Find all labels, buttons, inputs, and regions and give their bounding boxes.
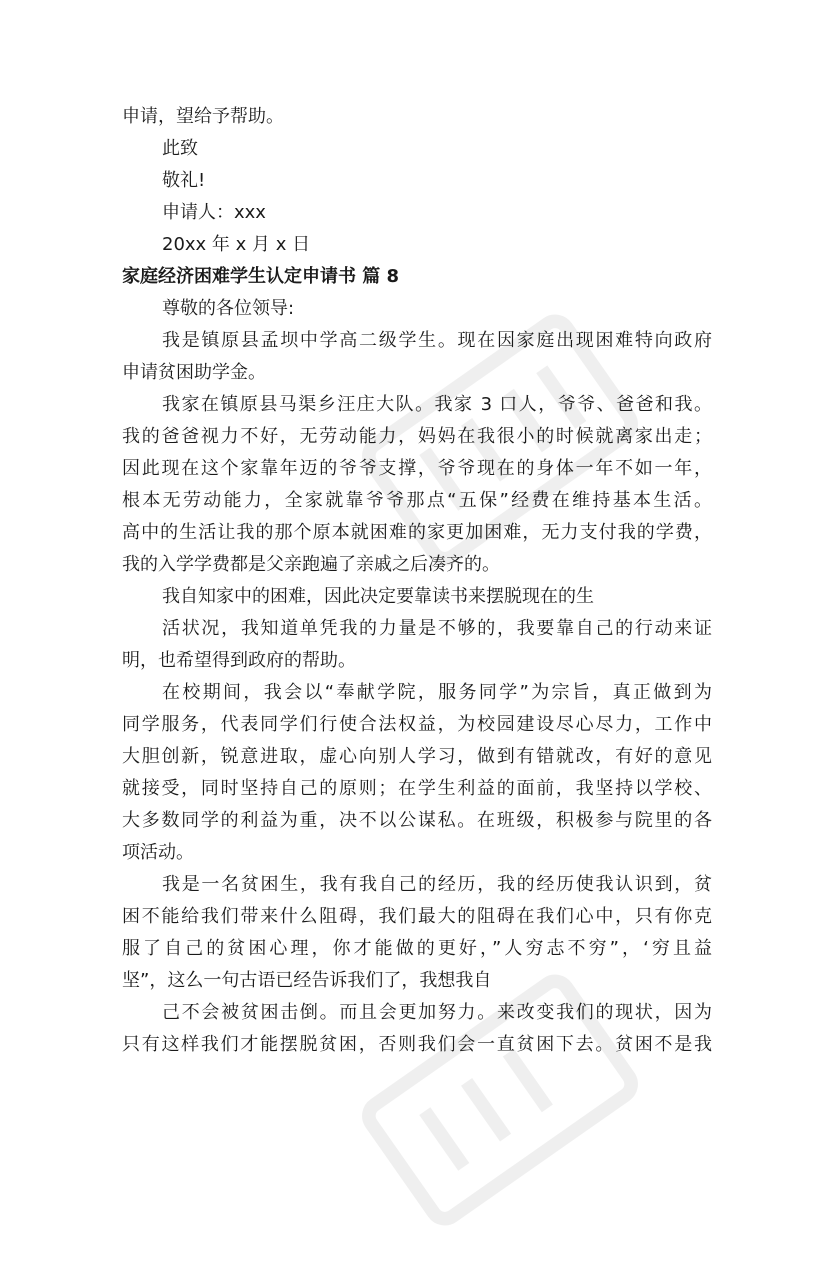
text-line: 敬礼! [162,170,206,191]
text-line: 我自知家中的困难，因此决定要靠读书来摆脱现在的生 [162,586,594,607]
text-line: 20xx 年 x 月 x 日 [162,234,311,255]
text-line: 尊敬的各位领导: [162,298,295,319]
text-line: 活状况，我知道单凭我的力量是不够的，我要靠自己的行动来证 [162,618,712,639]
section-heading: 家庭经济困难学生认定申请书 篇 8 [122,266,400,287]
text-line: 项活动。 [122,842,194,863]
text-line: 高中的生活让我的那个原本就困难的家更加困难，无力支付我的学费， [122,522,712,543]
text-line: 明，也希望得到政府的帮助。 [122,650,356,671]
text-line: 申请人：xxx [162,202,266,223]
text-line: 就接受，同时坚持自己的原则；在学生利益的面前，我坚持以学校、 [122,778,712,799]
text-line: 此致 [162,138,198,159]
text-line: 因此现在这个家靠年迈的爷爷支撑，爷爷现在的身体一年不如一年， [122,458,712,479]
text-line: 我的爸爸视力不好，无劳动能力，妈妈在我很小的时候就离家出走； [122,426,712,447]
text-line: 同学服务，代表同学们行使合法权益，为校园建设尽心尽力，工作中 [122,714,712,735]
text-line: 大胆创新，锐意进取，虚心向别人学习，做到有错就改，有好的意见 [122,746,712,767]
document-body [122,101,712,1061]
text-line: 我家在镇原县马渠乡汪庄大队。我家 3 口人，爷爷、爸爸和我。 [162,394,712,415]
text-line: 我是一名贫困生，我有我自己的经历，我的经历使我认识到，贫 [162,874,712,895]
text-line: 只有这样我们才能摆脱贫困，否则我们会一直贫困下去。贫困不是我 [122,1034,712,1055]
text-line: 困不能给我们带来什么阻碍，我们最大的阻碍在我们心中，只有你克 [122,906,712,927]
text-line: 我的入学学费都是父亲跑遍了亲戚之后凑齐的。 [122,554,500,575]
text-line: 大多数同学的利益为重，决不以公谋私。在班级，积极参与院里的各 [122,810,712,831]
text-line: 我是镇原县孟坝中学高二级学生。现在因家庭出现困难特向政府 [162,330,712,351]
text-line: 申请，望给予帮助。 [122,106,284,127]
text-line: 在校期间，我会以“奉献学院，服务同学”为宗旨，真正做到为 [162,682,712,703]
text-line: 服了自己的贫困心理，你才能做的更好，”人穷志不穷”，‘穷且益 [122,938,712,959]
text-line: 根本无劳动能力，全家就靠爷爷那点“五保”经费在维持基本生活。 [122,490,712,511]
text-line: 坚”，这么一句古语已经告诉我们了，我想我自 [122,970,492,991]
text-line: 申请贫困助学金。 [122,362,266,383]
text-line: 己不会被贫困击倒。而且会更加努力。来改变我们的现状，因为 [162,1002,712,1023]
